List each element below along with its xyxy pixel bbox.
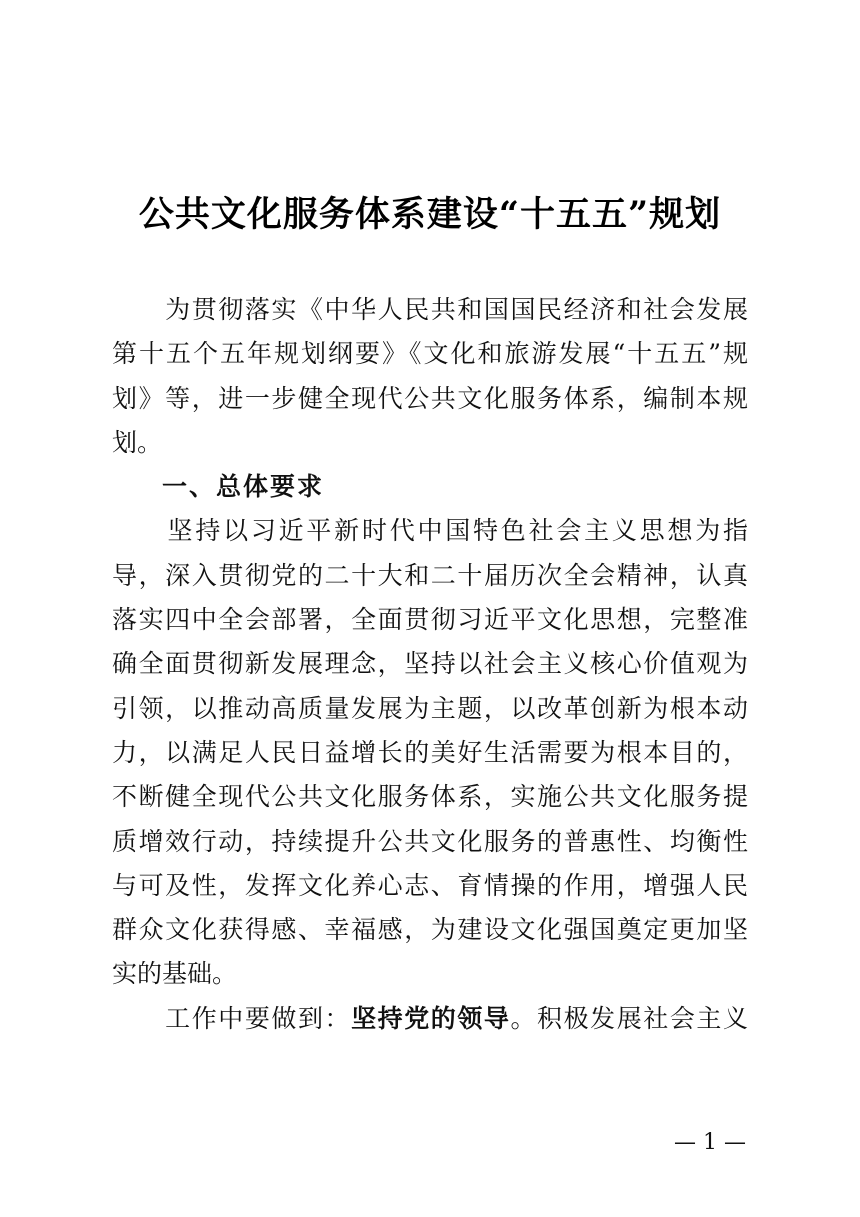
section-heading: 一、总体要求: [162, 472, 325, 502]
paragraph-line: 力，以满足人民日益增长的美好生活需要为根本目的，: [112, 737, 748, 767]
document-title: 公共文化服务体系建设“十五五”规划: [138, 194, 722, 235]
paragraph-line: 实的基础。: [112, 959, 238, 989]
paragraph-line: 导，深入贯彻党的二十大和二十届历次全会精神，认真: [112, 560, 748, 590]
paragraph-line: 划》等，进一步健全现代公共文化服务体系，编制本规: [112, 383, 748, 413]
work-prefix: 工作中要做到：: [112, 1003, 352, 1033]
paragraph-line: 确全面贯彻新发展理念，坚持以社会主义核心价值观为: [112, 649, 748, 679]
work-bold-phrase: 坚持党的领导: [351, 1003, 511, 1033]
paragraph-line: 质增效行动，持续提升公共文化服务的普惠性、均衡性: [112, 826, 748, 856]
paragraph-line: 划。: [112, 427, 163, 457]
paragraph-line: 群众文化获得感、幸福感，为建设文化强国奠定更加坚: [112, 915, 748, 945]
paragraph-line: 与可及性，发挥文化养心志、育情操的作用，增强人民: [112, 870, 748, 900]
paragraph-line: 第十五个五年规划纲要》《文化和旅游发展“十五五”规: [112, 339, 748, 369]
paragraph-line: 坚持以习近平新时代中国特色社会主义思想为指: [112, 516, 748, 546]
work-suffix: 。积极发展社会主义: [510, 1003, 748, 1033]
paragraph-line: 为贯彻落实《中华人民共和国国民经济和社会发展: [112, 295, 748, 324]
document-body: [112, 288, 748, 1041]
paragraph-line: 落实四中全会部署，全面贯彻习近平文化思想，完整准: [112, 605, 748, 635]
page-number: — 1 —: [674, 1130, 746, 1155]
work-requirements-line: [112, 997, 748, 1041]
paragraph-line: 引领，以推动高质量发展为主题，以改革创新为根本动: [112, 693, 748, 723]
paragraph-line: 不断健全现代公共文化服务体系，实施公共文化服务提: [112, 782, 748, 812]
